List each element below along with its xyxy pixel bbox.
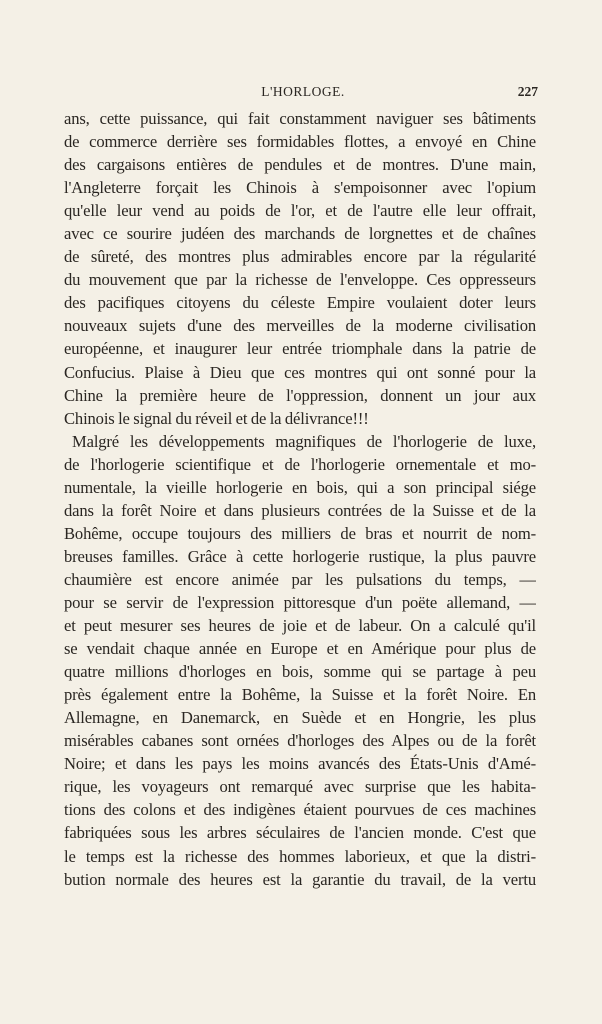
text-line: le temps est la richesse des hommes laborieux, et que la distri- — [64, 846, 536, 866]
text-line: Chinois le signal du réveil et de la délivrance!!! — [64, 408, 369, 428]
text-line: misérables cabanes sont ornées d'horloges des Alpes ou de la forêt — [64, 731, 536, 751]
text-line: de sûreté, des montres plus admirables encore par la régularité — [64, 247, 536, 267]
running-title: L'HORLOGE. — [261, 84, 345, 99]
text-line: bution normale des heures est la garantie du travail, de la vertu — [64, 869, 536, 889]
text-line: l'Angleterre forçait les Chinois à s'empoisonner avec l'opium — [64, 178, 536, 198]
text-line: des cargaisons entières de pendules et de montres. D'une main, — [64, 155, 536, 175]
page-number: 227 — [517, 84, 538, 99]
text-line: numentale, la vieille horlogerie en bois, qui a son principal siége — [64, 477, 536, 497]
text-line: Malgré les développements magnifiques de l'horlogerie de luxe, — [72, 431, 536, 451]
text-line: Noire; et dans les pays les moins avancés des États-Unis d'Amé- — [64, 754, 536, 774]
text-line: breuses familles. Grâce à cette horlogerie rustique, la plus pauvre — [64, 546, 536, 566]
text-line: quatre millions d'horloges en bois, somme qui se partage à peu — [64, 662, 536, 682]
running-head — [68, 84, 538, 104]
text-line: tions des colons et des indigènes étaient pourvues de ces machines — [64, 800, 536, 820]
text-line: avec ce sourire judéen des marchands de lorgnettes et de chaînes — [64, 224, 536, 244]
text-line: du mouvement que par la richesse de l'enveloppe. Ces oppresseurs — [64, 270, 536, 290]
text-line: et peut mesurer ses heures de joie et de labeur. On a calculé qu'il — [64, 616, 536, 636]
text-line: de commerce derrière ses formidables flottes, a envoyé en Chine — [64, 132, 536, 152]
text-line: fabriquées sous les arbres séculaires de l'ancien monde. C'est que — [64, 823, 536, 843]
text-line: de l'horlogerie scientifique et de l'horlogerie ornementale et mo- — [64, 454, 536, 474]
text-line: pour se servir de l'expression pittoresque d'un poëte allemand, — — [64, 592, 536, 612]
text-line: chaumière est encore animée par les pulsations du temps, — — [64, 569, 536, 589]
text-line: des pacifiques citoyens du céleste Empire voulaient doter leurs — [64, 293, 536, 313]
body-text — [64, 107, 536, 891]
text-line: près également entre la Bohême, la Suisse et la forêt Noire. En — [64, 685, 536, 705]
text-line: rique, les voyageurs ont remarqué avec surprise que les habita- — [64, 777, 536, 797]
text-line: Confucius. Plaise à Dieu que ces montres qui ont sonné pour la — [64, 362, 536, 382]
text-line: ans, cette puissance, qui fait constamment naviguer ses bâtiments — [64, 109, 536, 128]
text-line: dans la forêt Noire et dans plusieurs contrées de la Suisse et de la — [64, 500, 536, 520]
text-line: qu'elle leur vend au poids de l'or, et de l'autre elle leur offrait, — [64, 201, 536, 221]
text-line: se vendait chaque année en Europe et en Amérique pour plus de — [64, 639, 536, 659]
text-line: nouveaux sujets d'une des merveilles de la moderne civilisation — [64, 316, 536, 336]
text-line: Chine la première heure de l'oppression, donnent un jour aux — [64, 385, 536, 405]
text-line: Bohême, occupe toujours des milliers de bras et nourrit de nom- — [64, 523, 536, 543]
text-line: Allemagne, en Danemarck, en Suède et en Hongrie, les plus — [64, 708, 536, 728]
text-line: européenne, et inaugurer leur entrée triomphale dans la patrie de — [64, 339, 536, 359]
